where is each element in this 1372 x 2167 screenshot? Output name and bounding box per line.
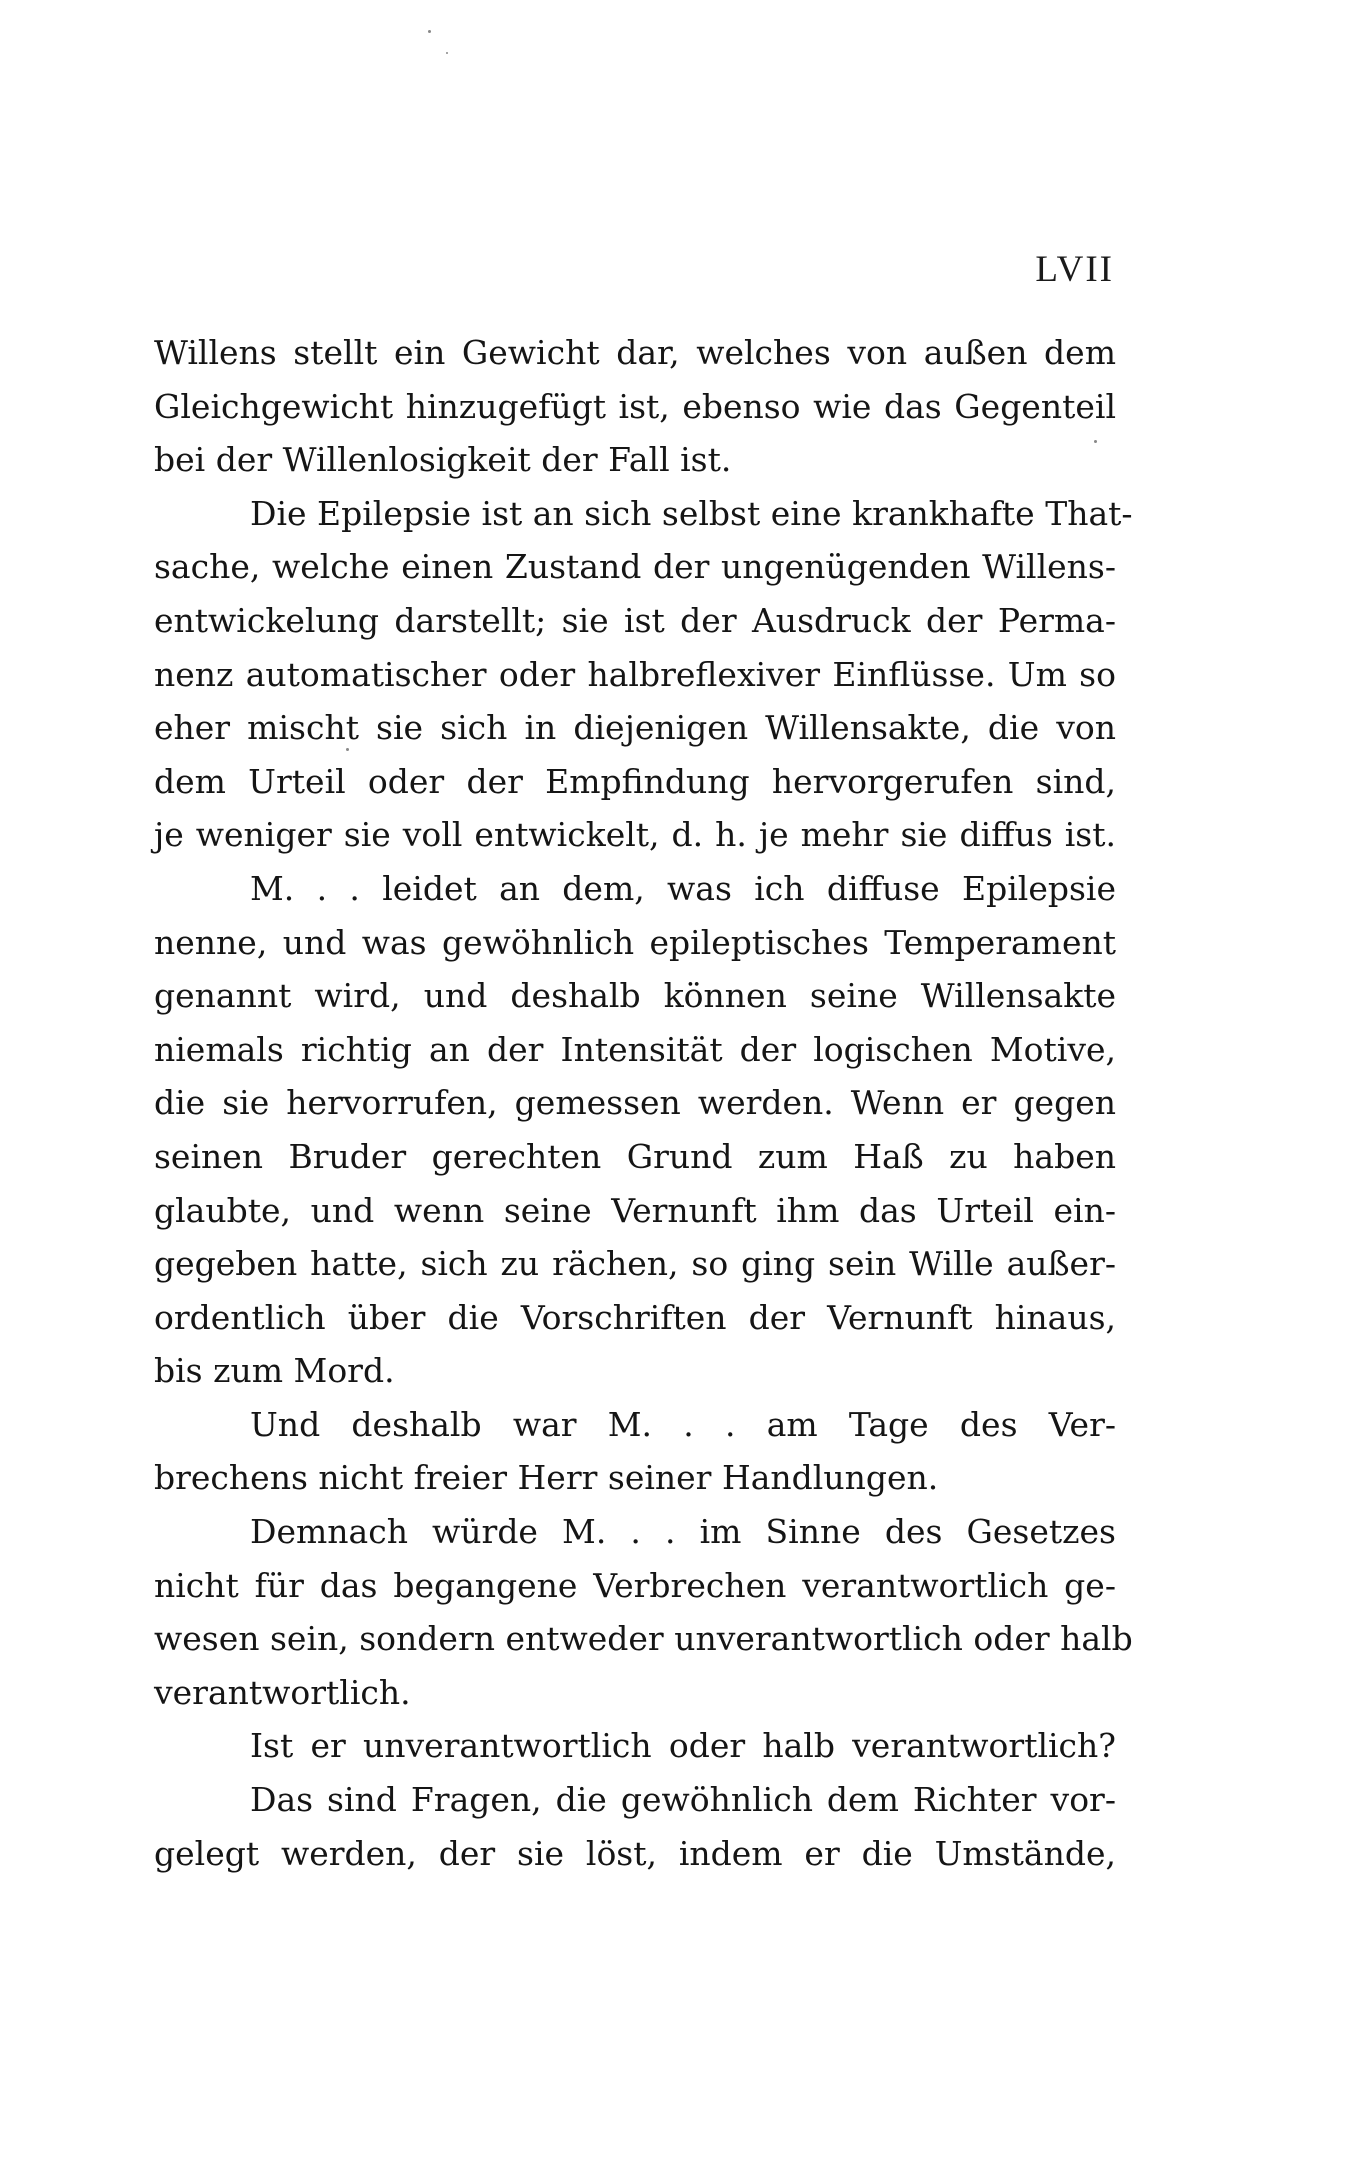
text-line: Willens stellt ein Gewicht dar, welches von außen dem xyxy=(154,333,1116,372)
text-line: glaubte, und wenn seine Vernunft ihm das Urteil ein- xyxy=(154,1190,1116,1230)
text-line: gelegt werden, der sie löst, indem er die Umstände, xyxy=(154,1833,1116,1873)
text-line: bei der Willenlosigkeit der Fall ist. xyxy=(154,440,732,480)
print-speck xyxy=(1094,440,1097,443)
text-line: genannt wird, und deshalb können seine Willensakte xyxy=(154,976,1116,1016)
print-speck xyxy=(428,30,431,33)
text-line: entwickelung darstellt; sie ist der Ausdruck der Perma- xyxy=(154,600,1116,640)
text-line: ordentlich über die Vorschriften der Vernunft hinaus, xyxy=(154,1297,1116,1337)
text-line: Gleichgewicht hinzugefügt ist, ebenso wie das Gegenteil xyxy=(154,386,1116,426)
text-line: je weniger sie voll entwickelt, d. h. je mehr sie diffus ist. xyxy=(154,815,1116,855)
page-number: LVII xyxy=(1035,249,1114,290)
text-line: wesen sein, sondern entweder unverantwortlich oder halb xyxy=(154,1619,1133,1659)
text-line: seinen Bruder gerechten Grund zum Haß zu haben xyxy=(154,1136,1116,1176)
text-line: brechens nicht freier Herr seiner Handlungen. xyxy=(154,1458,939,1498)
text-line: gegeben hatte, sich zu rächen, so ging sein Wille außer- xyxy=(154,1244,1116,1284)
text-line: die sie hervorrufen, gemessen werden. Wenn er gegen xyxy=(154,1083,1116,1123)
print-speck xyxy=(346,748,349,751)
text-line: Das sind Fragen, die gewöhnlich dem Richter vor- xyxy=(250,1780,1116,1820)
print-speck xyxy=(446,52,448,54)
text-line: dem Urteil oder der Empfindung hervorgerufen sind, xyxy=(154,761,1116,801)
text-line: nenz automatischer oder halbreflexiver Einflüsse. Um so xyxy=(154,654,1116,694)
body-text xyxy=(154,326,1133,1880)
text-line: Und deshalb war M. . . am Tage des Ver- xyxy=(250,1404,1116,1444)
text-line: Demnach würde M. . . im Sinne des Gesetzes xyxy=(250,1512,1116,1552)
text-line: bis zum Mord. xyxy=(154,1351,395,1391)
text-line: nicht für das begangene Verbrechen verantwortlich ge- xyxy=(154,1565,1116,1605)
text-line: Die Epilepsie ist an sich selbst eine krankhafte That- xyxy=(250,493,1133,533)
text-line: M. . . leidet an dem, was ich diffuse Epilepsie xyxy=(250,868,1116,908)
text-line: nenne, und was gewöhnlich epileptisches Temperament xyxy=(154,922,1116,962)
text-line: verantwortlich. xyxy=(154,1672,411,1712)
text-line: Ist er unverantwortlich oder halb verantwortlich? xyxy=(250,1726,1116,1766)
text-line: niemals richtig an der Intensität der logischen Motive, xyxy=(154,1029,1116,1069)
text-line: eher mischt sie sich in diejenigen Willensakte, die von xyxy=(154,708,1116,748)
text-line: sache, welche einen Zustand der ungenügenden Willens- xyxy=(154,547,1116,587)
